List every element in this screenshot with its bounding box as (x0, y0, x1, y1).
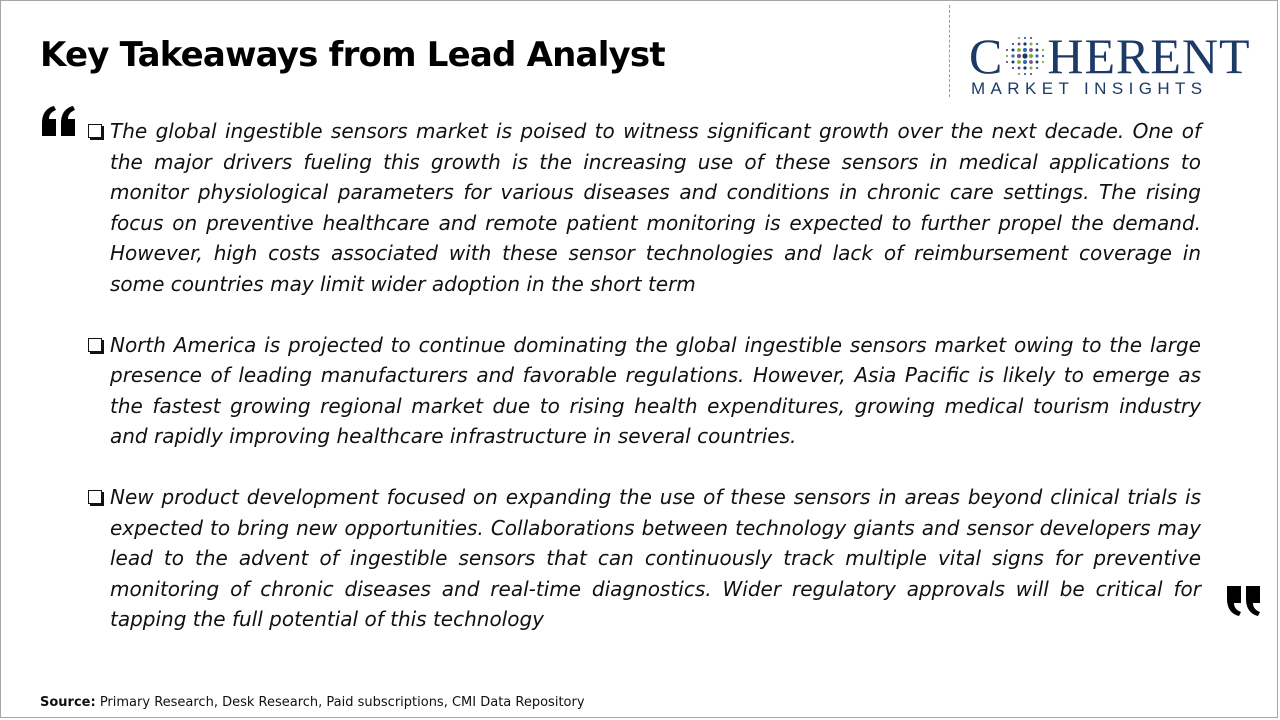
logo-dot (1017, 54, 1021, 58)
logo-dot (1024, 42, 1027, 45)
logo-dot (1024, 73, 1026, 75)
logo-dot (1036, 43, 1038, 45)
logo-dot (1017, 60, 1021, 64)
logo-letter-start: C (969, 28, 1004, 84)
logo-subtitle: MARKET INSIGHTS (971, 79, 1208, 98)
logo-dot (1036, 67, 1038, 69)
source-note (40, 695, 585, 710)
logo-letters-end: HERENT (1047, 28, 1251, 84)
logo-wordmark (969, 28, 1251, 84)
logo-dot (1024, 37, 1026, 39)
logo-dot (1036, 49, 1039, 52)
checkbox-bullet-icon (88, 490, 102, 504)
logo-dot (1012, 49, 1015, 52)
company-logo (969, 28, 1265, 99)
takeaway-text: North America is projected to continue dominating the global ingestible sensors market owing to the large presence of leading manufacturers and favorable regulations. However, Asia Pacific is likely to emerge as the fastest growing regional market due to rising health expenditures, growing medical tourism industry and rapidly improving healthcare infrastructure in several countries. (110, 332, 1201, 448)
checkbox-bullet-icon (88, 338, 102, 352)
checkbox-bullet-icon (88, 124, 102, 138)
logo-dot (1012, 54, 1015, 57)
takeaway-item (87, 330, 1201, 452)
logo-dot (1006, 61, 1008, 63)
logo-dot (1012, 67, 1014, 69)
logo-dot (1012, 61, 1015, 64)
quote-open-icon (41, 105, 77, 137)
logo-dot (1018, 37, 1020, 39)
logo-dot (1029, 54, 1033, 58)
logo-dot (1030, 67, 1033, 70)
logo-dot (1030, 37, 1032, 39)
logo-dot (1018, 73, 1020, 75)
logo-dot (1012, 43, 1014, 45)
logo-dot (1006, 49, 1008, 51)
logo-dot (1006, 55, 1008, 57)
logo-divider (949, 5, 950, 97)
logo-dot (1023, 53, 1028, 58)
logo-dot-globe-icon (1004, 35, 1046, 77)
logo-dot (1029, 48, 1033, 52)
source-text: Primary Research, Desk Research, Paid subscriptions, CMI Data Repository (95, 695, 585, 710)
logo-dot (1023, 48, 1027, 52)
logo-dot (1023, 60, 1027, 64)
takeaway-item (87, 116, 1201, 299)
takeaway-text: New product development focused on expanding the use of these sensors in areas beyond clinical trials is expected to bring new opportunities. Collaborations between technology giants and sensor developers may lead to the advent of ingestible sensors that can continuously track multiple vital signs for preventive monitoring of chronic diseases and real-time diagnostics. Wider regulatory approvals will be critical for tapping the full potential of this technology (110, 485, 1201, 631)
source-label: Source: (40, 695, 96, 710)
quote-close-icon (1225, 585, 1261, 617)
page-title: Key Takeaways from Lead Analyst (40, 35, 665, 75)
logo-dot (1029, 60, 1033, 64)
logo-dot (1030, 73, 1032, 75)
takeaways-list (87, 116, 1201, 635)
logo-dot (1018, 43, 1021, 46)
takeaway-text: The global ingestible sensors market is poised to witness significant growth over the next decade. One of the major drivers fueling this growth is the increasing use of these sensors in medical applications to monitor physiological parameters for various diseases and conditions in chronic care settings. The rising focus on preventive healthcare and remote patient monitoring is expected to further propel the demand. However, high costs associated with these sensor technologies and lack of reimbursement coverage in some countries may limit wider adoption in the short term (110, 119, 1201, 296)
logo-dot (1042, 49, 1044, 51)
logo-dot (1018, 67, 1021, 70)
takeaway-item (87, 482, 1201, 635)
logo-dot (1042, 55, 1044, 57)
logo-dot (1030, 43, 1033, 46)
logo-dot (1042, 61, 1044, 63)
logo-dot (1036, 54, 1039, 57)
logo-dot (1017, 48, 1021, 52)
logo-dot (1024, 66, 1027, 69)
logo-dot (1036, 61, 1039, 64)
